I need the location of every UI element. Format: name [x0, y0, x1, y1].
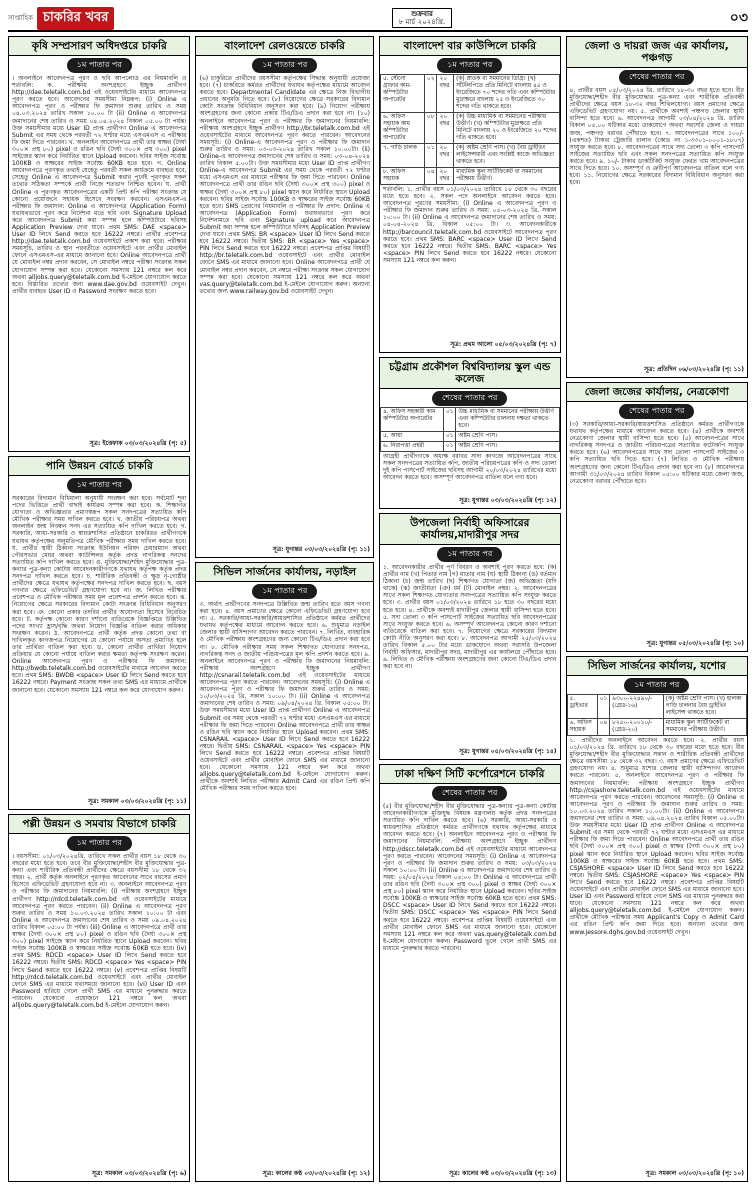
table-cell: ৫. আয়া: [381, 432, 444, 442]
table-cell: ২০ বছর: [437, 113, 454, 144]
table-cell: ৭. গাড়ি চালক: [381, 144, 425, 168]
continuation-badge: ১ম পাতার পর: [437, 58, 502, 73]
table-row: [381, 113, 560, 144]
logo: [8, 7, 114, 30]
table-row: [567, 719, 746, 736]
article-source: সূত্র: কালের কণ্ঠ ০৩/০৩/২০২৪খ্রি (পৃ: ১৩): [449, 1170, 557, 1177]
article-title: কৃষি সম্প্রসারণ অধিদপ্তরে চাকরি: [9, 37, 189, 56]
column-4: [566, 36, 748, 1182]
table-row: [381, 144, 560, 168]
article-dae: [8, 36, 190, 452]
columns: [8, 36, 748, 1182]
continuation-badge: ১ম পাতার পর: [624, 678, 689, 693]
article-source: সূত্র: যুগান্তর ০৫/০৩/২০২৪খ্রি (পৃ: ১৪): [459, 748, 557, 755]
table-cell: ৯৩০০-২২৪৯০/- (গ্রেড-১৬): [610, 695, 664, 719]
article-dscc: [379, 764, 561, 1182]
continuation-badge: ১ম পাতার পর: [252, 584, 317, 599]
posts-table: [380, 74, 560, 185]
table-row: [381, 432, 560, 442]
page-number: ০৩: [729, 10, 748, 26]
table-cell: ৪. অফিস সহকারী কাম কম্পিউটার অপারেটর: [381, 408, 444, 432]
article-source: সূত্র: প্রথম আলো ০৫/০৩/২০২৪খ্রি (পৃ: ৭): [450, 341, 557, 348]
table-cell: (ক) অষ্টম শ্রেণি পাস। (খ) হালকা গাড়ি চালনার বৈধ ড্রাইভিং লাইসেন্স থাকতে হবে।: [663, 695, 746, 719]
article-body: সরকারের বিদ্যমান বিধিমালা অনুযায়ী সংরক্ষণ করা হবে। সর্বমোট শূন্য পদের ভিত্তিতে প্রার্থী বাছাই কার্যক্রম সম্পন্ন করা হবে। ক. শিক্ষাগত যোগ্যতা ও অভিজ্ঞতার প্রমাণস্বরূপ সকল সনদপত্রের সত্যায়িত কপি মৌখিক পরীক্ষার সময় দাখিল করতে হবে। খ. জাতীয় পরিচয়পত্র অথবা অনলাইন জন্ম নিবন্ধন সনদ এর সত্যায়িত কপি দাখিল করতে হবে। গ. সরকারি, আধা-সরকারি ও স্বায়ত্তশাসিত প্রতিষ্ঠানে চাকরিরত প্রার্থীগণকে যথাযথ কর্তৃপক্ষের অনুমতিপত্র মৌখিক পরীক্ষার সময় দাখিল করতে হবে। ঘ. প্রার্থীর স্থায়ী ঠিকানা সংক্রান্ত ইউনিয়ন পরিষদ চেয়ারম্যান অথবা পৌরসভার মেয়র অথবা কাউন্সিলর কর্তৃক প্রদত্ত নাগরিকত্ব সনদের সত্যায়িত কপি দাখিল করতে হবে। ঙ. মুক্তিযোদ্ধা/শহিদ মুক্তিযোদ্ধার পুত্র-কন্যার পুত্র-কন্যা কোটায় আবেদনকারীগণকে যথাযথ কর্তৃপক্ষ কর্তৃক প্রদত্ত সনদপত্র দাখিল করতে হবে। চ. শারীরিক প্রতিবন্ধী ও ক্ষুদ্র নৃ-গোষ্ঠীর প্রার্থীদের ক্ষেত্রে যথাযথ কর্তৃপক্ষের সনদপত্র দাখিল করতে হবে। ছ. বয়স গণনার ক্ষেত্রে এফিডেভিট গ্রহণযোগ্য হবে না। জ. লিখিত পরীক্ষার প্রবেশপত্র ও মৌখিক পরীক্ষার সময় মূল প্রবেশপত্র প্রদর্শন করতে হবে। ঝ. নিয়োগের ক্ষেত্রে সরকারের বিদ্যমান কোটা সংক্রান্ত বিধিবিধান অনুসরণ করা হবে। ঞ. কোনো প্রকার তদবির প্রার্থীর অযোগ্যতা হিসেবে বিবেচিত হবে। ট. কর্তৃপক্ষ কোনো কারণ দর্শানো ব্যতিরেকে বিজ্ঞপ্তিতে উল্লিখিত পদের সংখ্যা হ্রাস/বৃদ্ধি অথবা নিয়োগ বিজ্ঞপ্তি বাতিল করার অধিকার সংরক্ষণ করেন। ঠ. আবেদনপত্রে প্রার্থী কর্তৃক প্রদত্ত কোনো তথ্য বা দাখিলকৃত কাগজপত্র নিয়োগের যে কোনো পর্যায়ে অসত্য প্রমাণিত হলে তার প্রার্থিতা বাতিল করা হবে। ড. কোনো প্রার্থীর প্রার্থিতা নিয়োগ প্রক্রিয়ার যে কোনো পর্যায়ে বাতিল করার ক্ষমতা কর্তৃপক্ষ সংরক্ষণ করেন। Online আবেদনপত্র পূরণ ও পরীক্ষার ফি জমাদান: http://bwdb.teletalk.com.bd ওয়েবসাইটের মাধ্যমে আবেদন করতে হবে। প্রথম SMS: BWDB <space> User ID লিখে Send করতে হবে 16222 নম্বরে। Payment সংক্রান্ত সকল তথ্য SMS এর মাধ্যমে প্রার্থীকে জানানো হবে। যেকোনো সমস্যায় 121 নম্বরে কল করে যোগাযোগ করুন।: [12, 495, 187, 694]
article-body: (৬) চাকুরিতে প্রার্থীদের বয়সসীমা কর্তৃপক্ষের সিদ্ধান্ত অনুযায়ী প্রযোজ্য হবে। (৭) চাকরিতে কর্মরত প্রার্থীদের যথাযথ কর্তৃপক্ষের মাধ্যমে আবেদন করতে হবে। Departmental Candidate এর ক্ষেত্রে নিজ বিভাগীয় প্রধানের অনুমতি নিতে হবে। (৮) নিয়োগের ক্ষেত্রে সরকারের বিদ্যমান কোটা সংক্রান্ত বিধিবিধান অনুসরণ করা হবে। (৯) নিয়োগ পরীক্ষায় অংশগ্রহণের জন্য কোনো প্রকার টিএ/ডিএ প্রদান করা হবে না। (১০) অনলাইনে আবেদনপত্র পূরণ ও পরীক্ষার ফি জমাদানের নিয়মাবলি: পরীক্ষায় অংশগ্রহণে ইচ্ছুক প্রার্থীগণ http://br.teletalk.com.bd এই ওয়েবসাইটের মাধ্যমে আবেদনপত্র পূরণ করতে পারবেন। আবেদনের সময়সূচি: (i) Online-এ আবেদনপত্র পূরণ ও পরীক্ষার ফি জমাদান শুরুর তারিখ ও সময়: ০৩-০৩-২০২৪ তারিখ সকাল ১০.০০টা। (ii) Online-এ আবেদনপত্র জমাদানের শেষ তারিখ ও সময়: ০৩-০৪-২০২৪ তারিখ বিকাল ৫.০০টা। উক্ত সময়সীমার মধ্যে User ID প্রাপ্ত প্রার্থীগণ Online-এ আবেদনপত্র Submit এর সময় থেকে পরবর্তী ৭২ ঘণ্টার মধ্যে এসএমএস এর মাধ্যমে পরীক্ষার ফি জমা দিতে পারবেন। Online আবেদনপত্রে প্রার্থী তার রঙিন ছবি (দৈর্ঘ্য ৩০০× প্রস্থ ৩০০) pixel ও স্বাক্ষর (দৈর্ঘ্য ৩০০× প্রস্থ ৮০) pixel স্ক্যান করে নির্ধারিত স্থানে Upload করবেন। ছবির সাইজ সর্বোচ্চ 100KB ও স্বাক্ষরের সাইজ সর্বোচ্চ 60KB হতে হবে। SMS প্রেরণের নিয়মাবলি ও পরীক্ষার ফি প্রদান: Online এ আবেদনপত্র (Application Form) যথাযথভাবে পূরণ করে নির্দেশনামতে ছবি এবং Signature upload করে আবেদনপত্র Submit করা সম্পন্ন হলে কম্পিউটারে ছবিসহ Application Preview দেখা যাবে। প্রথম SMS: BR <space> User ID লিখে Send করতে হবে 16222 নম্বরে। দ্বিতীয় SMS: BR <space> Yes <space> PIN লিখে Send করতে হবে 16222 নম্বরে। প্রবেশপত্র প্রাপ্তির বিষয়টি http://br.teletalk.com.bd ওয়েবসাইটে এবং প্রার্থীর মোবাইল ফোনে SMS এর মাধ্যমে জানানো হবে। Online আবেদনপত্রে প্রার্থী যে মোবাইল নম্বর প্রদান করবেন, সে নম্বরে পরীক্ষা সংক্রান্ত সকল যোগাযোগ সম্পন্ন করা হবে। যেকোনো সমস্যায় 121 নম্বরে কল করে অথবা vas.query@teletalk.com.bd ই-মেইলে যোগাযোগ করুন। অন্যান্য তথ্যের জন্য www.railway.gov.bd ওয়েবসাইট দেখুন।: [199, 75, 370, 295]
article-source: সূত্র: ইত্তেফাক ০৩/০৩/২০২৪খ্রি (পৃ: ৫): [89, 440, 187, 447]
article-bar-council: [379, 36, 561, 353]
article-source: সূত্র: সমকাল ০৩/০৩/২০২৪খ্রি (পৃ: ১১): [88, 798, 187, 805]
article-body: (৫) বীর মুক্তিযোদ্ধা/শহীদ বীর মুক্তিযোদ্ধার পুত্র-কন্যার পুত্র-কন্যা কোটায় আবেদনকারীগণকে মুক্তিযুদ্ধ বিষয়ক মন্ত্রণালয় কর্তৃক প্রদত্ত সনদপত্রের সত্যায়িত কপি দাখিল করতে হবে। (৬) সরকারি, আধা-সরকারি ও স্বায়ত্তশাসিত প্রতিষ্ঠানে কর্মরত প্রার্থীগণকে যথাযথ কর্তৃপক্ষের মাধ্যমে আবেদন করতে হবে। (৭) অনলাইনে আবেদনপত্র পূরণ ও পরীক্ষার ফি জমাদানের নিয়মাবলি: পরীক্ষায় অংশগ্রহণে ইচ্ছুক প্রার্থীগণ http://dscc.teletalk.com.bd এই ওয়েবসাইটের মাধ্যমে আবেদনপত্র পূরণ করতে পারবেন। আবেদনের সময়সূচি: (i) Online এ আবেদনপত্র পূরণ ও পরীক্ষার ফি জমাদান শুরুর তারিখ ও সময়: ০৩/০৩/২০২৪ সকাল ১০:০০ টা। (ii) Online এ আবেদনপত্র জমাদানের শেষ তারিখ ও সময়: ০২/০৪/২০২৪ বিকাল ০৫:০০ টা। Online এ আবেদনপত্রে প্রার্থী তার রঙিন ছবি (দৈর্ঘ্য ৩০০× প্রস্থ ৩০০) pixel ও স্বাক্ষর (দৈর্ঘ্য ৩০০× প্রস্থ ৮০) pixel স্ক্যান করে নির্ধারিত স্থানে Upload করবেন। ছবির সাইজ সর্বোচ্চ 100KB ও স্বাক্ষরের সাইজ সর্বোচ্চ 60KB হতে হবে। প্রথম SMS: DSCC <space> User ID লিখে Send করতে হবে 16222 নম্বরে। দ্বিতীয় SMS: DSCC <space> Yes <space> PIN লিখে Send করতে হবে 16222 নম্বরে। প্রবেশপত্র প্রাপ্তির বিষয়টি ওয়েবসাইটে এবং প্রার্থীর মোবাইল ফোনে SMS এর মাধ্যমে জানানো হবে। যেকোনো সমস্যায় 121 নম্বরে কল করে অথবা vas.query@teletalk.com.bd ই-মেইলে যোগাযোগ করুন। Password ভুলে গেলে প্রার্থী SMS এর মাধ্যমে পুনরুদ্ধার করতে পারবেন।: [383, 803, 557, 952]
table-cell: মাধ্যমিক স্কুল সার্টিফিকেট বা সমমানের পরীক্ষায় উত্তীর্ণ।: [454, 168, 559, 185]
table-cell: উচ্চ মাধ্যমিক বা সমমানের পরীক্ষায় উত্তীর্ণ এবং কম্পিউটার চালনায় দক্ষতা থাকতে হবে।: [456, 408, 559, 432]
article-title: বাংলাদেশ বার কাউন্সিলে চাকরি: [380, 37, 560, 56]
article-body: (৩) সরকারি/আধা-সরকারি/স্বায়ত্তশাসিত প্রতিষ্ঠানে কর্মরত প্রার্থীগণকে যথাযথ কর্তৃপক্ষের মাধ্যমে আবেদন করতে হবে। (৪) প্রার্থীকে অবশ্যই নেত্রকোণা জেলার স্থায়ী বাসিন্দা হতে হবে। (৫) আবেদনপত্রের সাথে নাগরিকত্ব সনদপত্র ও জাতীয় পরিচয়পত্রের সত্যায়িত ফটোকপি সংযুক্ত করতে হবে। (৬) আবেদনপত্রের সাথে সদ্য তোলা পাসপোর্ট সাইজের ৩ কপি সত্যায়িত ছবি দিতে হবে। (৭) লিখিত ও মৌখিক পরীক্ষায় অংশগ্রহণের জন্য কোনো টিএ/ডিএ প্রদান করা হবে না। (৮) আবেদনপত্র আগামী ৩১/০৩/২০২৪ তারিখ বিকাল ০৫:০০ ঘটিকার মধ্যে জেলা জজ, নেত্রকোণা বরাবর পৌঁছাতে হবে।: [569, 421, 744, 485]
table-cell: ০৮: [424, 113, 437, 144]
table-cell: ৮. অফিস সহায়ক: [381, 168, 425, 185]
table-cell: (ক) অষ্টম শ্রেণি পাস। (খ) বৈধ ড্রাইভিং লাইসেন্সধারী এবং সংশ্লিষ্ট কাজে অভিজ্ঞতা থাকতে হবে।: [454, 144, 559, 168]
issue-weekday: শুক্রবার: [411, 10, 433, 18]
article-title: চট্টগ্রাম প্রকৌশল বিশ্ববিদ্যালয় স্কুল এন্ড কলেজ: [380, 358, 560, 389]
article-source: সূত্র: যুগান্তর ০৩/০৩/২০২৪খ্রি (পৃ: ১১): [272, 546, 370, 553]
article-body: ১. আবেদনকারীর প্রার্থীর পূর্ণ বিবরণ ও অবশ্যই পূরণ করতে হবে: (ক) প্রার্থীর নাম (খ) পিতার নাম (গ) মাতার নাম (ঘ) স্থায়ী ঠিকানা (ঙ) বর্তমান ঠিকানা (চ) জন্ম তারিখ (ছ) শিক্ষাগত যোগ্যতা (জ) অভিজ্ঞতা (যদি থাকে) (ঝ) জাতীয়তা (ঞ) ধর্ম (ট) মোবাইল নম্বর। ২. আবেদনপত্রের সাথে সকল শিক্ষাগত যোগ্যতার সনদপত্রের সত্যায়িত কপি সংযুক্ত করতে হবে। ৩. প্রার্থীর বয়স ০১/০৩/২০২৪ তারিখে ১৮ হতে ৩০ বছরের মধ্যে হতে হবে। ৪. প্রার্থীকে অবশ্যই মাদারীপুর জেলার স্থায়ী বাসিন্দা হতে হবে। ৫. সদ্য তোলা ৩ কপি পাসপোর্ট সাইজের সত্যায়িত ছবি আবেদনপত্রের সাথে সংযুক্ত করতে হবে। ৬. অসম্পূর্ণ আবেদনপত্র কোনো কারণ দর্শানো ব্যতিরেকে বাতিল করা হবে। ৭. নিয়োগের ক্ষেত্রে সরকারের বিদ্যমান কোটা নীতি অনুসরণ করা হবে। ৮. আবেদনপত্র আগামী ২৫/০৩/২০২৪ তারিখ বিকাল ৫.০০ টার মধ্যে ডাকযোগে অথবা সরাসরি উপজেলা নির্বাহী অফিসার, মাদারীপুর সদর, মাদারীপুর এর কার্যালয়ে পৌঁছাতে হবে। ৯. লিখিত ও মৌখিক পরীক্ষায় অংশগ্রহণের জন্য কোনো টিএ/ডিএ প্রদান করা হবে না।: [383, 564, 557, 671]
table-cell: ০৪: [424, 168, 437, 185]
article-body: ৩. অর্থাৎ প্রার্থীগণের সনদপত্রে উল্লিখিত জন্ম তারিখ হতে বয়স গণনা করা হবে। ৪. বয়স প্রমাণের ক্ষেত্রে কোনো এফিডেভিট গ্রহণযোগ্য হবে না। ৫. সরকারি/আধা-সরকারি/স্বায়ত্তশাসিত প্রতিষ্ঠানে কর্মরত প্রার্থীদের যথাযথ কর্তৃপক্ষের মাধ্যমে আবেদন করতে হবে। ৬. শুধুমাত্র নড়াইল জেলার স্থায়ী বাসিন্দাগণ আবেদন করতে পারবেন। ৭. লিখিত, ব্যবহারিক ও মৌখিক পরীক্ষায় অংশগ্রহণের জন্য কোনো টিএ/ডিএ প্রদান করা হবে না। ৮. মৌখিক পরীক্ষার সময় সকল শিক্ষাগত যোগ্যতার সনদপত্র, নাগরিকত্ব সনদ ও জাতীয় পরিচয়পত্রের মূল কপি প্রদর্শন করতে হবে। ৯. অনলাইনে আবেদনপত্র পূরণ ও পরীক্ষার ফি জমাদানের নিয়মাবলি: পরীক্ষায় অংশগ্রহণে ইচ্ছুক প্রার্থীগণ http://csnarail.teletalk.com.bd এই ওয়েবসাইটের মাধ্যমে আবেদনপত্র পূরণ করতে পারবেন। আবেদনের সময়সূচি: (i) Online এ আবেদনপত্র পূরণ ও পরীক্ষার ফি জমাদান শুরুর তারিখ ও সময়: ১০/০৩/২০২৪ খ্রি. সকাল ১০:০০ টা। (ii) Online এ আবেদনপত্র জমাদানের শেষ তারিখ ও সময়: ০৯/০৪/২০২৪ খ্রি. বিকাল ০৫:০০ টা। উক্ত সময়সীমার মধ্যে User ID প্রাপ্ত প্রার্থীগণ Online এ আবেদনপত্র Submit এর সময় থেকে পরবর্তী ৭২ ঘণ্টার মধ্যে এসএমএস এর মাধ্যমে পরীক্ষার ফি জমা দিতে পারবেন। Online আবেদনপত্রে প্রার্থী তার স্বাক্ষর ও রঙিন ছবি স্ক্যান করে নির্ধারিত স্থানে Upload করবেন। প্রথম SMS: CSNARAIL <space> User ID লিখে Send করতে হবে 16222 নম্বরে। দ্বিতীয় SMS: CSNARAIL <space> Yes <space> PIN লিখে Send করতে হবে 16222 নম্বরে। প্রবেশপত্র প্রাপ্তির বিষয়টি ওয়েবসাইটে এবং প্রার্থীর মোবাইল ফোনে SMS এর মাধ্যমে জানানো হবে। যেকোনো সমস্যায় 121 নম্বরে কল করে অথবা alljobs.query@teletalk.com.bd ই-মেইলে যোগাযোগ করুন। প্রার্থীকে অবশ্যই লিখিত পরীক্ষার Admit Card এর রঙিন প্রিন্ট কপি মৌখিক পরীক্ষার সময় দাখিল করতে হবে।: [199, 601, 370, 793]
article-title: বাংলাদেশ রেলওয়েতে চাকরি: [196, 37, 373, 56]
article-cs-jashore: [566, 656, 748, 1182]
issue-date-text: ৮ মার্চ ২০২৪খ্রি.: [398, 18, 446, 26]
article-title: জেলা জজের কার্যালয়, নেত্রকোণা: [567, 383, 747, 402]
continuation-badge: শেষের পাতার পর: [432, 786, 507, 801]
table-cell: অষ্টম শ্রেণি পাস।: [456, 442, 559, 452]
article-source: সূত্র: কালের কণ্ঠ ০৩/০৩/২০২৪খ্রি (পৃ: ১২): [262, 1170, 370, 1177]
table-cell: ০২: [424, 75, 437, 113]
article-title: সিভিল সার্জনের কার্যালয়, নড়াইল: [196, 563, 373, 582]
column-2: [195, 36, 374, 1182]
table-cell: ২০ বছর: [437, 168, 454, 185]
posts-table: [380, 407, 560, 452]
table-cell: অষ্টম শ্রেণি পাস।: [456, 432, 559, 442]
logo-subtitle: সাপ্তাহিক: [8, 14, 34, 22]
article-source: সূত্র: সমকাল ০৩/০৩/২০২৪খ্রি (পৃ: ১০): [645, 1170, 744, 1177]
continuation-badge: শেষের পাতার পর: [619, 70, 694, 85]
table-cell: ৬. অফিস সহায়ক কাম কম্পিউটার অপারেটর: [381, 113, 425, 144]
continuation-badge: ১ম পাতার পর: [67, 478, 132, 493]
posts-table: [567, 694, 747, 736]
table-row: [381, 408, 560, 432]
table-cell: ০১: [597, 695, 610, 719]
article-title: উপজেলা নির্বাহী অফিসারের কার্যালয়,মাদারীপুর সদর: [380, 514, 560, 545]
continuation-badge: ১ম পাতার পর: [67, 836, 132, 851]
article-body: । অনলাইনে আবেদনপত্র পূরণ ও ছবি আপলোড এর নিয়মাবলি ও শর্তাবলি: ক. পরীক্ষায় অংশগ্রহণে ইচ্ছুক প্রার্থীগণ http://dae.teletalk.com.bd এই ওয়েবসাইটের মাধ্যমে আবেদনপত্র পূরণ করতে হবে। আবেদনের সময়সীমা নিম্নরূপ: (i) Online এ আবেদনপত্র পূরণ ও পরীক্ষার ফি জমাদান শুরুর তারিখ ও সময় ০৪.০৩.২০২৪ তারিখ সকাল ১০.০০ টা (ii) Online এ আবেদনপত্র জমাদানের শেষ তারিখ ও সময় ০৪.০৪.২০২৪ বিকাল ০৫.০০ টা পর্যন্ত। উক্ত সময়সীমার মধ্যে User ID প্রাপ্ত প্রার্থীগণ Online এ আবেদনপত্র Submit এর সময় থেকে পরবর্তী ৭২ ঘণ্টার মধ্যে এসএমএস এ পরীক্ষার ফি জমা দিতে পারবেন। খ. অনলাইন আবেদনপত্রে প্রার্থী তার স্বাক্ষর (দৈর্ঘ্য ৩০০× প্রস্থ ৮০) pixel ও রঙিন ছবি (দৈর্ঘ্য ৩০০× প্রস্থ ৩০০) pixel সাইজের স্ক্যান করে নির্ধারিত স্থানে Upload করবেন। ছবির সাইজ সর্বোচ্চ 100KB ও স্বাক্ষরের সাইজ সর্বোচ্চ 60KB হতে হবে। গ. Online আবেদনপত্রে পূরণকৃত তথ্যই যেহেতু পরবর্তী সকল কার্যক্রমে ব্যবহৃত হবে, সেহেতু Online এ আবেদনপত্র Submit করার পূর্বেই পূরণকৃত সকল তথ্যের সঠিকতা সম্পর্কে প্রার্থী নিজে শতভাগ নিশ্চিত হবেন। ঘ. প্রার্থী Online এ পূরণকৃত আবেদনপত্রের একটি প্রিন্ট কপি পরীক্ষা সংক্রান্ত যে কোনো প্রয়োজনে সহায়ক হিসেবে সংরক্ষণ করবেন। এসএমএস-এ পরীক্ষার ফি জমাদান: Online এ আবেদনপত্র (Application Form) যথাযথভাবে পূরণ করে নির্দেশনা মতে ছবি এবং Signature Upload করে আবেদনপত্র Submit করা সম্পন্ন হলে কম্পিউটারে ছবিসহ Application Preview দেখা যাবে। প্রথম SMS: DAE <space> User ID লিখে Send করতে হবে 16222 নম্বরে। প্রার্থীর প্রবেশপত্র http://dae.teletalk.com.bd ওয়েবসাইটে প্রকাশ করা হবে। পরীক্ষার সময়সূচি, তারিখ ও স্থান পরবর্তীতে ওয়েবসাইটে এবং প্রার্থীর মোবাইল ফোনে এসএমএস-এর মাধ্যমে জানানো হবে। Online আবেদনপত্রে প্রার্থী যে মোবাইল নম্বর প্রদান করবেন, সে মোবাইল নম্বরে পরীক্ষা সংক্রান্ত সকল যোগাযোগ সম্পন্ন করা হবে। যেকোনো সমস্যায় 121 নম্বরে কল করে অথবা alljobs.query@teletalk.com.bd ই-মেইলে যোগাযোগ করতে হবে। বিস্তারিত তথ্যের জন্য www.dae.gov.bd ওয়েবসাইট দেখুন। প্রার্থীর ব্যবহৃত User ID ও Password সংরক্ষণ করতে হবে।: [12, 75, 187, 295]
article-title: পানি উন্নয়ন বোর্ডে চাকরি: [9, 457, 189, 476]
table-cell: ২০ বছর: [437, 144, 454, 168]
table-row: [567, 695, 746, 719]
column-3: [379, 36, 561, 1182]
table-cell: ০১: [443, 408, 456, 432]
continuation-badge: ১ম পাতার পর: [437, 547, 502, 562]
table-cell: মাধ্যমিক স্কুল সার্টিফিকেট বা সমমানের পরীক্ষায় উত্তীর্ণ।: [663, 719, 746, 736]
logo-mark: চাকরির খবর: [37, 7, 114, 30]
table-cell: ৬. অফিস সহায়ক: [567, 719, 597, 736]
article-cs-narail: [195, 562, 374, 1182]
table-row: [381, 168, 560, 185]
article-source: সূত্র: যুগান্তর ০৩/০৩/২০২৪খ্রি (পৃ: ১২): [459, 497, 557, 504]
article-body: আগ্রহী প্রার্থীগণকে অধ্যক্ষ বরাবর সাদা কাগজে আবেদনপত্রের সাথে সকল সনদপত্রের সত্যায়িত কপি, জাতীয় পরিচয়পত্রের কপি ও সদ্য তোলা দুই কপি পাসপোর্ট সাইজের ছবিসহ আগামী ২০/০৩/২০২৪ তারিখের মধ্যে আবেদন করতে হবে। অসম্পূর্ণ আবেদনপত্র বাতিল বলে গণ্য হবে।: [383, 453, 557, 482]
article-source: সূত্র: সমকাল ০৩/০৩/২০২৪খ্রি (পৃ: ৬): [92, 1170, 187, 1177]
article-judge-panchagarh: [566, 36, 748, 378]
column-1: [8, 36, 190, 1182]
table-cell: ৫. ড্রাইভার: [567, 695, 597, 719]
table-cell: ৮২৫০-২০০১০/- (গ্রেড-২০): [610, 719, 664, 736]
continuation-badge: ১ম পাতার পর: [252, 58, 317, 73]
article-source: সূত্র: প্রতিদিন ০৬/০৩/২০২৪খ্রি (পৃ: ১১): [644, 366, 744, 373]
table-cell: ২০ বছর: [437, 75, 454, 113]
continuation-badge: ১ম পাতার পর: [67, 58, 132, 73]
article-bwdb: [8, 456, 190, 810]
continuation-badge: শেষের পাতার পর: [432, 391, 507, 406]
table-cell: ৬. নিরাপত্তা প্রহরী: [381, 442, 444, 452]
table-cell: ০৪: [597, 719, 610, 736]
article-title: পল্লী উন্নয়ন ও সমবায় বিভাগে চাকরি: [9, 815, 189, 834]
issue-date: [392, 8, 452, 28]
article-cuet-school: [379, 357, 561, 509]
article-title: ঢাকা দক্ষিণ সিটি কর্পোরেশনে চাকরি: [380, 765, 560, 784]
table-cell: ৫. স্টেনো গ্রাফার কাম-কম্পিউটার অপারেটর: [381, 75, 425, 113]
article-railway: [195, 36, 374, 558]
table-cell: (ক) স্নাতক বা সমমানের ডিগ্রি। (খ) সাঁটলিপিতে প্রতি মিনিটে বাংলায় ৪৫ ও ইংরেজিতে ৭০ শব্দের গতি এবং কম্পিউটার মুদ্রাক্ষরে বাংলায় ২৫ ও ইংরেজিতে ৩০ শব্দের গতি থাকতে হবে।: [454, 75, 559, 113]
masthead: [8, 6, 748, 32]
table-row: [381, 442, 560, 452]
continuation-badge: শেষের পাতার পর: [619, 404, 694, 419]
article-body: । বয়সসীমা: ০১/০৩/২০২৪খ্রি. তারিখে সকল প্রার্থীর বয়স ১৮ থেকে ৩০ বছরের মধ্যে হতে হবে। তবে বীর মুক্তিযোদ্ধা/শহীদ বীর মুক্তিযোদ্ধার পুত্র-কন্যা এবং শারীরিক প্রতিবন্ধী প্রার্থীদের ক্ষেত্রে বয়সসীমা ১৮ থেকে ৩২ বছর। ২. প্রার্থী কর্তৃক অনলাইনে পূরণকৃত আবেদনের সাথে বয়সের প্রমাণ হিসেবে এফিডেভিট গ্রহণযোগ্য হবে না। ৩. অনলাইনে আবেদনপত্র পূরণ ও পরীক্ষার ফি জমাদানের নিয়মাবলি: (i) পরীক্ষায় অংশগ্রহণে ইচ্ছুক প্রার্থীগণ http://rdcd.teletalk.com.bd এই ওয়েবসাইটের মাধ্যমে আবেদনপত্র পূরণ করতে পারবেন। (ii) Online এ আবেদনপত্র পূরণ শুরুর তারিখ ও সময় ১০.০৩.২০২৪ তারিখ সকাল ১০:০০ টা এবং Online এ আবেদনপত্র জমাদানের শেষ তারিখ ও সময় ০৯.০৪.২০২৪ তারিখ বিকাল ০৫:০০ টা পর্যন্ত। (iii) Online এ আবেদনপত্রে প্রার্থী তার স্বাক্ষর (দৈর্ঘ্য ৩০০× প্রস্থ ৮০) pixel ও রঙিন ছবি (দৈর্ঘ্য ৩০০× প্রস্থ ৩০০) pixel সাইজে স্ক্যান করে নির্ধারিত স্থানে Upload করবেন। ছবির সাইজ সর্বোচ্চ 100KB ও স্বাক্ষরের সাইজ সর্বোচ্চ 60KB হতে হবে। (iv) প্রথম SMS: RDCD <space> User ID লিখে Send করতে হবে 16222 নম্বরে। দ্বিতীয় SMS: RDCD <space> Yes <space> PIN লিখে Send করতে হবে 16222 নম্বরে। (v) প্রবেশপত্র প্রাপ্তির বিষয়টি http://rdcd.teletalk.com.bd ওয়েবসাইটে এবং প্রার্থীর মোবাইল ফোনে SMS এর মাধ্যমে যথাসময়ে জানানো হবে। (vi) User ID এবং Password হারিয়ে গেলে প্রার্থী SMS এর মাধ্যমে পুনরুদ্ধার করতে পারবেন। যেকোনো প্রয়োজনে 121 নম্বরে কল অথবা alljobs.query@teletalk.com.bd ই-মেইলে যোগাযোগ করুন।: [12, 853, 187, 1009]
article-source: সূত্র: যুগান্তর ০৫/০৩/২০২৪খ্রি (পৃ: ১০): [646, 640, 744, 647]
article-title: সিভিল সার্জনের কার্যালয়, যশোর: [567, 657, 747, 676]
table-cell: ০১: [443, 442, 456, 452]
article-body: শর্তাবলি: ১. প্রার্থীর বয়স ০১/০৩/২০২৪ তারিখে ১৮ থেকে ৩০ বছরের মধ্যে হতে হবে। ২. সকল পদে অনলাইনে আবেদন করতে হবে। আবেদনপত্র পূরণের সময়সীমা: (i) Online এ আবেদনপত্র পূরণ ও পরীক্ষার ফি জমাদান শুরুর তারিখ ও সময়: ০৫-০৩-২০২৪ খ্রি. সকাল ১০:০০ টা। (ii) Online এ আবেদনপত্র জমাদানের শেষ তারিখ ও সময়: ০৪-০৪-২০২৪ খ্রি. বিকাল ০৫:০০ টা। ৩. আবেদনকারীকে http://barcouncil.teletalk.com.bd ওয়েবসাইটে আবেদনপত্র পূরণ করতে হবে। প্রথম SMS: BARC <space> User ID লিখে Send করতে হবে 16222 নম্বরে। দ্বিতীয় SMS: BARC <space> Yes <space> PIN লিখে Send করতে হবে 16222 নম্বরে। যেকোনো সমস্যায় 121 নম্বরে কল করুন।: [383, 186, 557, 264]
table-row: [381, 75, 560, 113]
table-cell: ০১: [424, 144, 437, 168]
article-uno-madaripur: [379, 513, 561, 760]
article-rdcd: [8, 814, 190, 1182]
article-title: জেলা ও দায়রা জজ এর কার্যালয়, পঞ্চগড়: [567, 37, 747, 68]
article-judge-netrokona: [566, 382, 748, 652]
article-body: ৪. প্রার্থীর বয়স ০৫/০৩/২০২৪ খ্রি. তারিখে ১৮-৩০ বছর হতে হবে। বীর মুক্তিযোদ্ধা/শহীদ বীর মুক্তিযোদ্ধার পুত্র-কন্যা এবং শারীরিক প্রতিবন্ধী প্রার্থীদের ক্ষেত্রে বয়স ১৮-৩২ বছর শিথিলযোগ্য। বয়স প্রমাণের ক্ষেত্রে এফিডেভিট গ্রহণযোগ্য নয়। ৫. প্রার্থীকে অবশ্যই পঞ্চগড় জেলার স্থায়ী বাসিন্দা হতে হবে। ৬. আবেদনপত্র আগামী ০৩/০৪/২০২৪ খ্রি. তারিখ বিকাল ০৫.০০ ঘটিকার মধ্যে ডাকযোগে অথবা সরাসরি জেলা ও দায়রা জজ, পঞ্চগড় বরাবর পৌঁছাতে হবে। ৭. আবেদনপত্রের সাথে ১০০/- (একশত) টাকার ট্রেজারি চালান (কোড নং ১-৩৩০১-০০০১-১৮০৭) সংযুক্ত করতে হবে। ৮. আবেদনপত্রের সাথে সদ্য তোলা ৩ কপি পাসপোর্ট সাইজের সত্যায়িত ছবি এবং সকল সনদপত্রের সত্যায়িত কপি সংযুক্ত করতে হবে। ৯. ১০/- টাকার ডাকটিকিট সংযুক্ত ফেরত খাম আবেদনপত্রের সাথে দিতে হবে। ১০. অসম্পূর্ণ ও ত্রুটিপূর্ণ আবেদনপত্র বাতিল বলে গণ্য হবে। ১১. নিয়োগের ক্ষেত্রে সরকারের বিদ্যমান বিধিবিধান অনুসরণ করা হবে।: [569, 87, 744, 187]
table-cell: (ক) উচ্চ মাধ্যমিক বা সমমানের পরীক্ষায় উত্তীর্ণ। (খ) কম্পিউটার মুদ্রাক্ষরে প্রতি মিনিটে বাংলায় ২০ ও ইংরেজিতে ২০ শব্দের গতি থাকতে হবে।: [454, 113, 559, 144]
article-body: ১. প্রার্থীদের অনলাইনে আবেদন করতে হবে। ২. প্রার্থীর বয়স ০১/০৩/২০২৪ খ্রি. তারিখে ১৮ থেকে ৩০ বছরের মধ্যে হতে হবে। বীর মুক্তিযোদ্ধা/শহীদ বীর মুক্তিযোদ্ধার সন্তান ও শারীরিক প্রতিবন্ধী প্রার্থীদের ক্ষেত্রে বয়সসীমা ১৮ থেকে ৩২ বছর। ৩. বয়স প্রমাণের ক্ষেত্রে এফিডেভিট গ্রহণযোগ্য নয়। ৪. শুধুমাত্র যশোর জেলার স্থায়ী বাসিন্দাগণ আবেদন করতে পারবেন। ৫. অনলাইনে আবেদনপত্র পূরণ ও পরীক্ষার ফি জমাদানের নিয়মাবলি: পরীক্ষায় অংশগ্রহণে ইচ্ছুক প্রার্থীগণ http://csjashore.teletalk.com.bd এই ওয়েবসাইটের মাধ্যমে আবেদনপত্র পূরণ করতে পারবেন। আবেদনের সময়সূচি: (i) Online এ আবেদনপত্র পূরণ ও পরীক্ষার ফি জমাদান শুরুর তারিখ ও সময়: ১০.০৩.২০২৪ তারিখ সকাল ১০.০০টা। (ii) Online এ আবেদনপত্র জমাদানের শেষ তারিখ ও সময়: ০৯.০৪.২০২৪ তারিখ বিকাল ০৫.০০টা। উক্ত সময়সীমার মধ্যে User ID প্রাপ্ত প্রার্থীগণ Online এ আবেদনপত্র Submit এর সময় থেকে পরবর্তী ৭২ ঘণ্টার মধ্যে এসএমএস এর মাধ্যমে পরীক্ষার ফি জমা দিতে পারবেন। Online আবেদনপত্রে প্রার্থী তার রঙিন ছবি (দৈর্ঘ্য ৩০০× প্রস্থ ৩০০) pixel ও স্বাক্ষর (দৈর্ঘ্য ৩০০× প্রস্থ ৮০) pixel স্ক্যান করে নির্ধারিত স্থানে Upload করবেন। ছবির সাইজ সর্বোচ্চ 100KB ও স্বাক্ষরের সাইজ সর্বোচ্চ 60KB হতে হবে। প্রথম SMS: CSJASHORE <space> User ID লিখে Send করতে হবে 16222 নম্বরে। দ্বিতীয় SMS: CSJASHORE <space> Yes <space> PIN লিখে Send করতে হবে 16222 নম্বরে। প্রবেশপত্র প্রাপ্তির বিষয়টি ওয়েবসাইটে এবং প্রার্থীর মোবাইল ফোনে SMS এর মাধ্যমে জানানো হবে। User ID এবং Password হারিয়ে গেলে SMS এর মাধ্যমে পুনরুদ্ধার করা যাবে। যেকোনো সমস্যায় 121 নম্বরে কল করে অথবা alljobs.query@teletalk.com.bd ই-মেইলে যোগাযোগ করুন। প্রার্থীকে মৌখিক পরীক্ষার সময় Applicant's Copy ও Admit Card এর রঙিন প্রিন্ট কপি জমা দিতে হবে। অন্যান্য তথ্যের জন্য www.jessore.dghs.gov.bd ওয়েবসাইট দেখুন।: [569, 737, 744, 936]
table-cell: ০১: [443, 432, 456, 442]
